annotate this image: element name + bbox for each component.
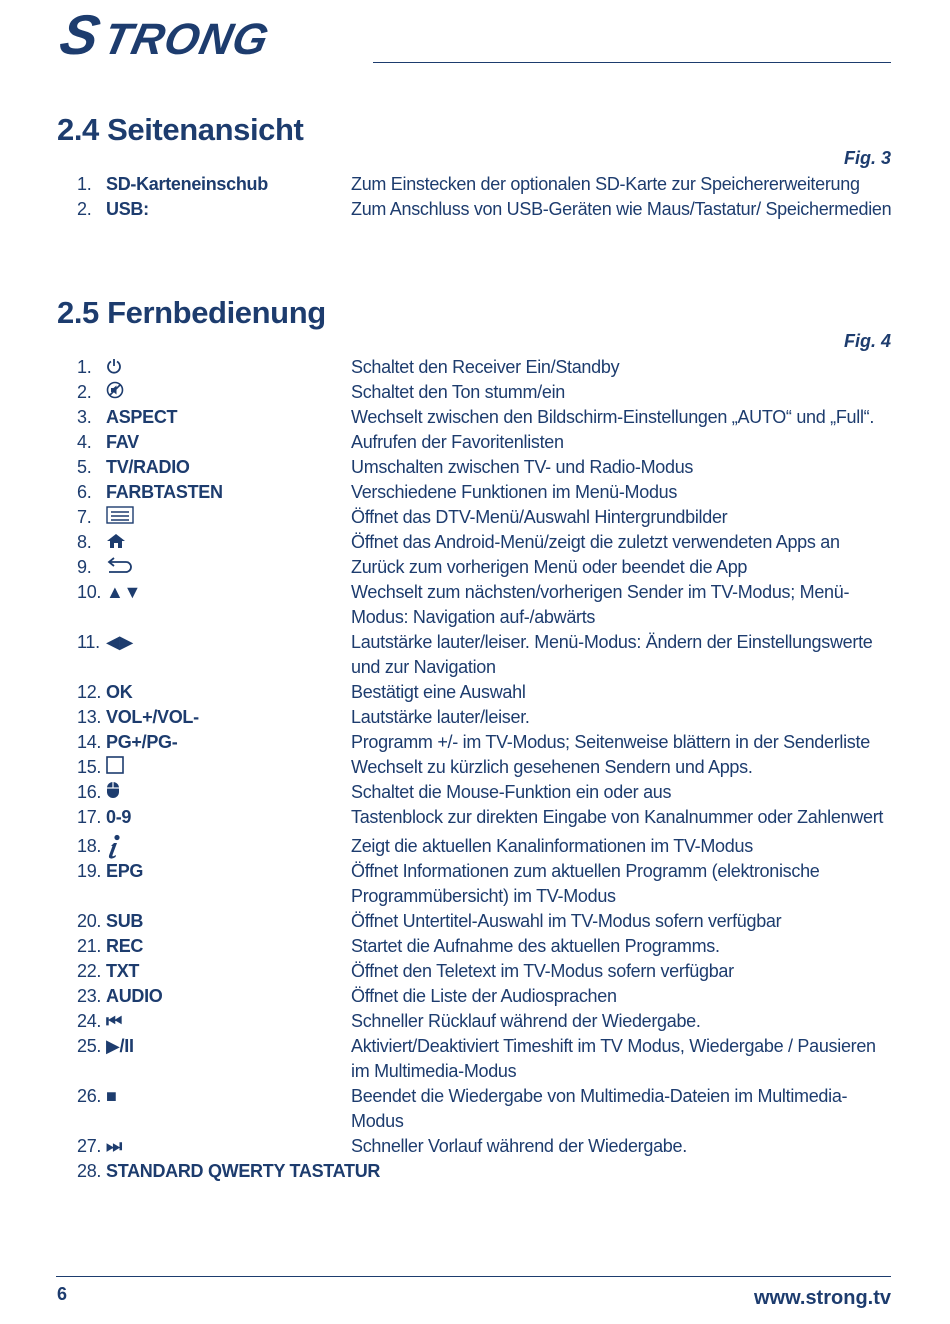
item-key: FARBTASTEN xyxy=(106,482,223,502)
item-number: 9. xyxy=(77,557,92,577)
item-number: 3. xyxy=(77,407,92,427)
figure-label-3: Fig. 3 xyxy=(843,148,891,168)
item-number: 6. xyxy=(77,482,92,502)
menu-icon xyxy=(106,505,134,531)
list-item xyxy=(0,780,950,805)
item-description: Umschalten zwischen TV- und Radio-Modus xyxy=(351,457,694,477)
item-key: USB: xyxy=(106,199,149,219)
item-key: ⏮ xyxy=(106,1011,122,1031)
item-number: 22. xyxy=(77,961,102,981)
recent-icon xyxy=(106,755,124,781)
item-description: Öffnet Informationen zum aktuellen Programm (elektronische Programmübersicht) im TV-Modus xyxy=(351,861,820,906)
list-item xyxy=(0,730,950,755)
item-key: TXT xyxy=(106,961,140,981)
item-description: Zum Anschluss von USB-Geräten wie Maus/Tastatur/ Speichermedien xyxy=(351,199,892,219)
item-number: 19. xyxy=(77,861,102,881)
list-item xyxy=(0,859,950,909)
item-description: Öffnet den Teletext im TV-Modus sofern verfügbar xyxy=(351,961,734,981)
list-item xyxy=(0,530,950,555)
item-number: 5. xyxy=(77,457,92,477)
item-number: 1. xyxy=(77,357,92,377)
list-item xyxy=(0,197,950,222)
item-number: 4. xyxy=(77,432,92,452)
item-key: ASPECT xyxy=(106,407,178,427)
list-item xyxy=(0,1084,950,1134)
remote-control-list xyxy=(0,355,950,1184)
list-item xyxy=(0,355,950,380)
item-number: 11. xyxy=(77,632,100,652)
item-key: REC xyxy=(106,936,144,956)
item-description: Verschiedene Funktionen im Menü-Modus xyxy=(351,482,678,502)
item-number: 21. xyxy=(77,936,102,956)
item-key: 0-9 xyxy=(106,807,132,827)
list-item xyxy=(0,1159,950,1184)
item-description: Schaltet den Ton stumm/ein xyxy=(351,382,565,402)
list-item xyxy=(0,959,950,984)
mouse-icon xyxy=(106,780,120,806)
section-heading-remote: 2.5 Fernbedienung xyxy=(57,295,326,330)
item-key: EPG xyxy=(106,861,144,881)
home-icon xyxy=(106,530,126,556)
item-number: 20. xyxy=(77,911,102,931)
list-item xyxy=(0,680,950,705)
item-number: 2. xyxy=(77,382,92,402)
item-description: Startet die Aufnahme des aktuellen Programms. xyxy=(351,936,720,956)
item-description: Wechselt zwischen den Bildschirm-Einstellungen „AUTO“ und „Full“. xyxy=(351,407,875,427)
item-key: STANDARD QWERTY TASTATUR xyxy=(106,1161,381,1181)
item-description: Lautstärke lauter/leiser. xyxy=(351,707,530,727)
item-description: Öffnet das DTV-Menü/Auswahl Hintergrundbilder xyxy=(351,507,728,527)
item-number: 12. xyxy=(77,682,102,702)
list-item xyxy=(0,755,950,780)
item-key: FAV xyxy=(106,432,139,452)
logo-text: TRONG xyxy=(99,15,274,60)
header-rule xyxy=(373,62,891,63)
item-description: Beendet die Wiedergabe von Multimedia-Dateien im Multimedia-Modus xyxy=(351,1086,848,1131)
item-number: 26. xyxy=(77,1086,102,1106)
item-key: ◀▶ xyxy=(106,632,134,652)
power-icon xyxy=(106,355,122,381)
item-key: AUDIO xyxy=(106,986,163,1006)
item-key: PG+/PG- xyxy=(106,732,178,752)
item-description: Lautstärke lauter/leiser. Menü-Modus: Ändern der Einstellungswerte und zur Navigation xyxy=(351,632,873,677)
list-item xyxy=(0,1009,950,1034)
item-number: 18. xyxy=(77,836,102,856)
item-description: Aufrufen der Favoritenlisten xyxy=(351,432,564,452)
list-item xyxy=(0,909,950,934)
list-item xyxy=(0,1134,950,1159)
list-item xyxy=(0,630,950,680)
side-view-list xyxy=(0,172,950,222)
item-number: 8. xyxy=(77,532,92,552)
item-number: 17. xyxy=(77,807,102,827)
strong-logo xyxy=(56,4,326,65)
list-item xyxy=(0,934,950,959)
back-icon xyxy=(106,555,134,582)
website-url: www.strong.tv xyxy=(753,1287,891,1309)
section-heading-side-view: 2.4 Seitenansicht xyxy=(57,112,304,147)
list-item xyxy=(0,555,950,580)
item-description: Öffnet das Android-Menü/zeigt die zuletzt verwendeten Apps an xyxy=(351,532,840,552)
item-description: Schaltet den Receiver Ein/Standby xyxy=(351,357,620,377)
list-item xyxy=(0,705,950,730)
item-number: 28. xyxy=(77,1161,102,1181)
list-item xyxy=(0,430,950,455)
list-item xyxy=(0,480,950,505)
item-number: 23. xyxy=(77,986,102,1006)
item-description: Schneller Vorlauf während der Wiedergabe. xyxy=(351,1136,687,1156)
list-item xyxy=(0,455,950,480)
item-number: 13. xyxy=(77,707,102,727)
item-key: ▲▼ xyxy=(106,582,142,602)
list-item xyxy=(0,580,950,630)
item-description: Bestätigt eine Auswahl xyxy=(351,682,526,702)
item-key: ⏭ xyxy=(106,1136,122,1156)
item-key: OK xyxy=(106,682,133,702)
item-description: Schneller Rücklauf während der Wiedergabe. xyxy=(351,1011,701,1031)
item-key: ■ xyxy=(106,1086,117,1106)
item-description: Aktiviert/Deaktiviert Timeshift im TV Modus, Wiedergabe / Pausieren im Multimedia-Modus xyxy=(351,1036,876,1081)
item-number: 25. xyxy=(77,1036,102,1056)
item-number: 10. xyxy=(77,582,102,602)
item-number: 7. xyxy=(77,507,92,527)
item-number: 24. xyxy=(77,1011,102,1031)
item-description: Tastenblock zur direkten Eingabe von Kanalnummer oder Zahlenwert xyxy=(351,807,884,827)
item-number: 16. xyxy=(77,782,102,802)
item-number: 14. xyxy=(77,732,102,752)
list-item xyxy=(0,984,950,1009)
svg-text:S: S xyxy=(56,4,106,60)
item-key: VOL+/VOL- xyxy=(106,707,199,727)
item-description: Zeigt die aktuellen Kanalinformationen im TV-Modus xyxy=(351,836,753,856)
item-description: Zurück zum vorherigen Menü oder beendet die App xyxy=(351,557,748,577)
item-key: ▶/II xyxy=(106,1036,134,1056)
list-item xyxy=(0,380,950,405)
figure-label-4: Fig. 4 xyxy=(843,331,891,351)
item-description: Schaltet die Mouse-Funktion ein oder aus xyxy=(351,782,672,802)
item-description: Öffnet Untertitel-Auswahl im TV-Modus sofern verfügbar xyxy=(351,911,782,931)
item-key: TV/RADIO xyxy=(106,457,190,477)
mute-icon xyxy=(106,380,124,406)
item-number: 27. xyxy=(77,1136,102,1156)
item-key: SUB xyxy=(106,911,144,931)
item-number: 15. xyxy=(77,757,102,777)
list-item xyxy=(0,505,950,530)
item-description: Wechselt zu kürzlich gesehenen Sendern und Apps. xyxy=(351,757,753,777)
list-item xyxy=(0,172,950,197)
list-item xyxy=(0,805,950,830)
item-key: SD-Karteneinschub xyxy=(106,174,268,194)
list-item xyxy=(0,405,950,430)
item-description: Zum Einstecken der optionalen SD-Karte zur Speichererweiterung xyxy=(351,174,860,194)
item-number: 2. xyxy=(77,199,92,219)
list-item xyxy=(0,1034,950,1084)
page-number: 6 xyxy=(57,1284,68,1304)
item-description: Öffnet die Liste der Audiosprachen xyxy=(351,986,617,1006)
item-number: 1. xyxy=(77,174,92,194)
list-item xyxy=(0,830,950,859)
item-description: Programm +/- im TV-Modus; Seitenweise blättern in der Senderliste xyxy=(351,732,870,752)
item-description: Wechselt zum nächsten/vorherigen Sender im TV-Modus; Menü-Modus: Navigation auf-/abwärts xyxy=(351,582,850,627)
footer-rule xyxy=(56,1276,891,1277)
